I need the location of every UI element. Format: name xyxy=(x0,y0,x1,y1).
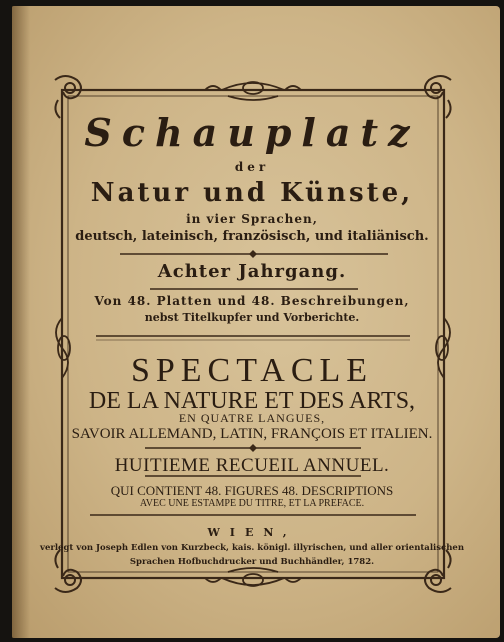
imprint-city: WIEN, xyxy=(207,526,297,539)
imprint-year-line: Sprachen Hofbuchdrucker und Buchhändler, 1782. xyxy=(129,557,375,567)
german-language-list: deutsch, lateinisch, französisch, und italiänisch. xyxy=(75,229,429,244)
german-language-count: in vier Sprachen, xyxy=(186,212,318,226)
german-main-title: Schauplatz xyxy=(84,110,420,155)
german-plates-line: Von 48. Platten und 48. Beschreibungen, xyxy=(94,294,410,308)
french-edition: HUITIEME RECUEIL ANNUEL. xyxy=(114,455,390,476)
german-frontispiece-line: nebst Titelkupfer und Vorberichte. xyxy=(144,311,360,324)
french-contents-line: QUI CONTIENT 48. FIGURES 48. DESCRIPTIONS xyxy=(110,483,394,498)
french-language-count: EN QUATRE LANGUES, xyxy=(178,411,326,425)
german-edition: Achter Jahrgang. xyxy=(157,261,347,282)
french-main-title: SPECTACLE xyxy=(130,352,374,389)
french-subtitle: DE LA NATURE ET DES ARTS, xyxy=(88,388,416,414)
imprint-publisher-line: verlegt von Joseph Edlen von Kurzbeck, kais. königl. illyrischen, und aller orientalischen xyxy=(40,543,464,553)
french-frontispiece-line: AVEC UNE ESTAMPE DU TITRE, ET LA PREFACE. xyxy=(139,498,365,509)
french-language-list: SAVOIR ALLEMAND, LATIN, FRANÇOIS ET ITALIEN. xyxy=(71,426,433,442)
german-article: der xyxy=(234,160,270,174)
german-subtitle: Natur und Künste, xyxy=(90,178,414,208)
